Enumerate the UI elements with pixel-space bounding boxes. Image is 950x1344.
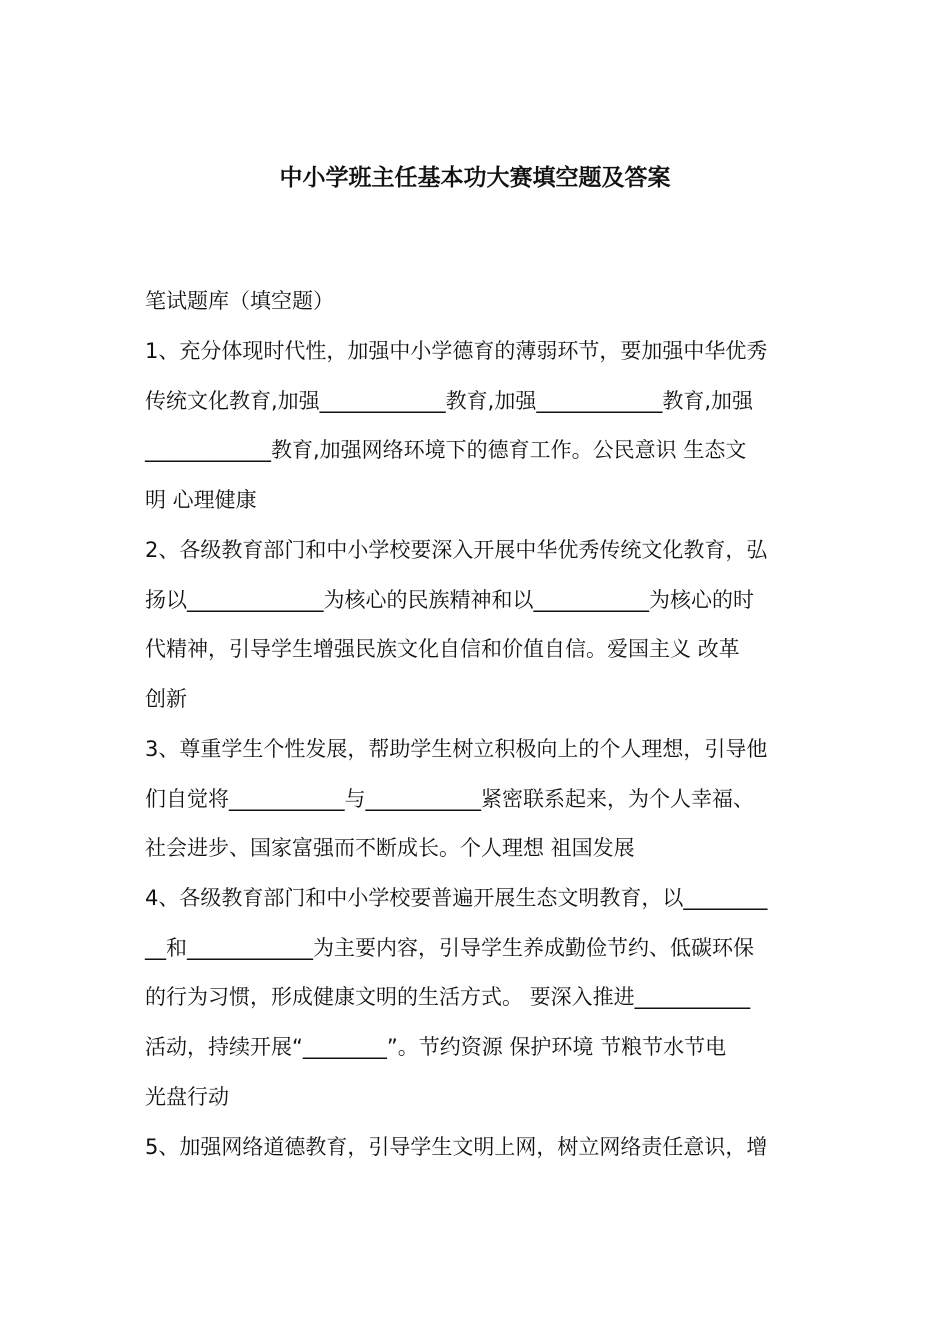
text-line: ____________教育,加强网络环境下的德育工作。公民意识 生态文 <box>145 438 747 462</box>
text-line: 扬以_____________为核心的民族精神和以___________为核心的时 <box>145 588 754 612</box>
text-line: 创新 <box>145 687 187 711</box>
text-line: 传统文化教育,加强____________教育,加强____________教育,加强 <box>145 389 754 413</box>
text-line: 3、尊重学生个性发展，帮助学生树立积极向上的个人理想，引导他 <box>145 737 768 761</box>
text-line: 们自觉将___________与___________紧密联系起来，为个人幸福、 <box>145 787 754 811</box>
text-line: 的行为习惯，形成健康文明的生活方式。 要深入推进___________ <box>145 985 751 1009</box>
document-title: 中小学班主任基本功大赛填空题及答案 <box>279 165 671 191</box>
text-line: 代精神，引导学生增强民族文化自信和价值自信。爱国主义 改革 <box>145 637 740 661</box>
section-heading: 笔试题库（填空题） <box>145 289 334 313</box>
text-line: 4、各级教育部门和中小学校要普遍开展生态文明教育，以________ <box>145 886 768 910</box>
text-line: 活动，持续开展“________”。节约资源 保护环境 节粮节水节电 <box>145 1035 727 1059</box>
text-line: 1、充分体现时代性，加强中小学德育的薄弱环节，要加强中华优秀 <box>145 339 768 363</box>
text-line: __和____________为主要内容，引导学生养成勤俭节约、低碳环保 <box>145 936 754 960</box>
text-line: 社会进步、国家富强而不断成长。个人理想 祖国发展 <box>145 836 635 860</box>
text-line: 光盘行动 <box>145 1085 229 1109</box>
text-line: 明 心理健康 <box>145 488 257 512</box>
text-line: 2、各级教育部门和中小学校要深入开展中华优秀传统文化教育，弘 <box>145 538 768 562</box>
text-line: 5、加强网络道德教育，引导学生文明上网，树立网络责任意识，增 <box>145 1135 768 1159</box>
